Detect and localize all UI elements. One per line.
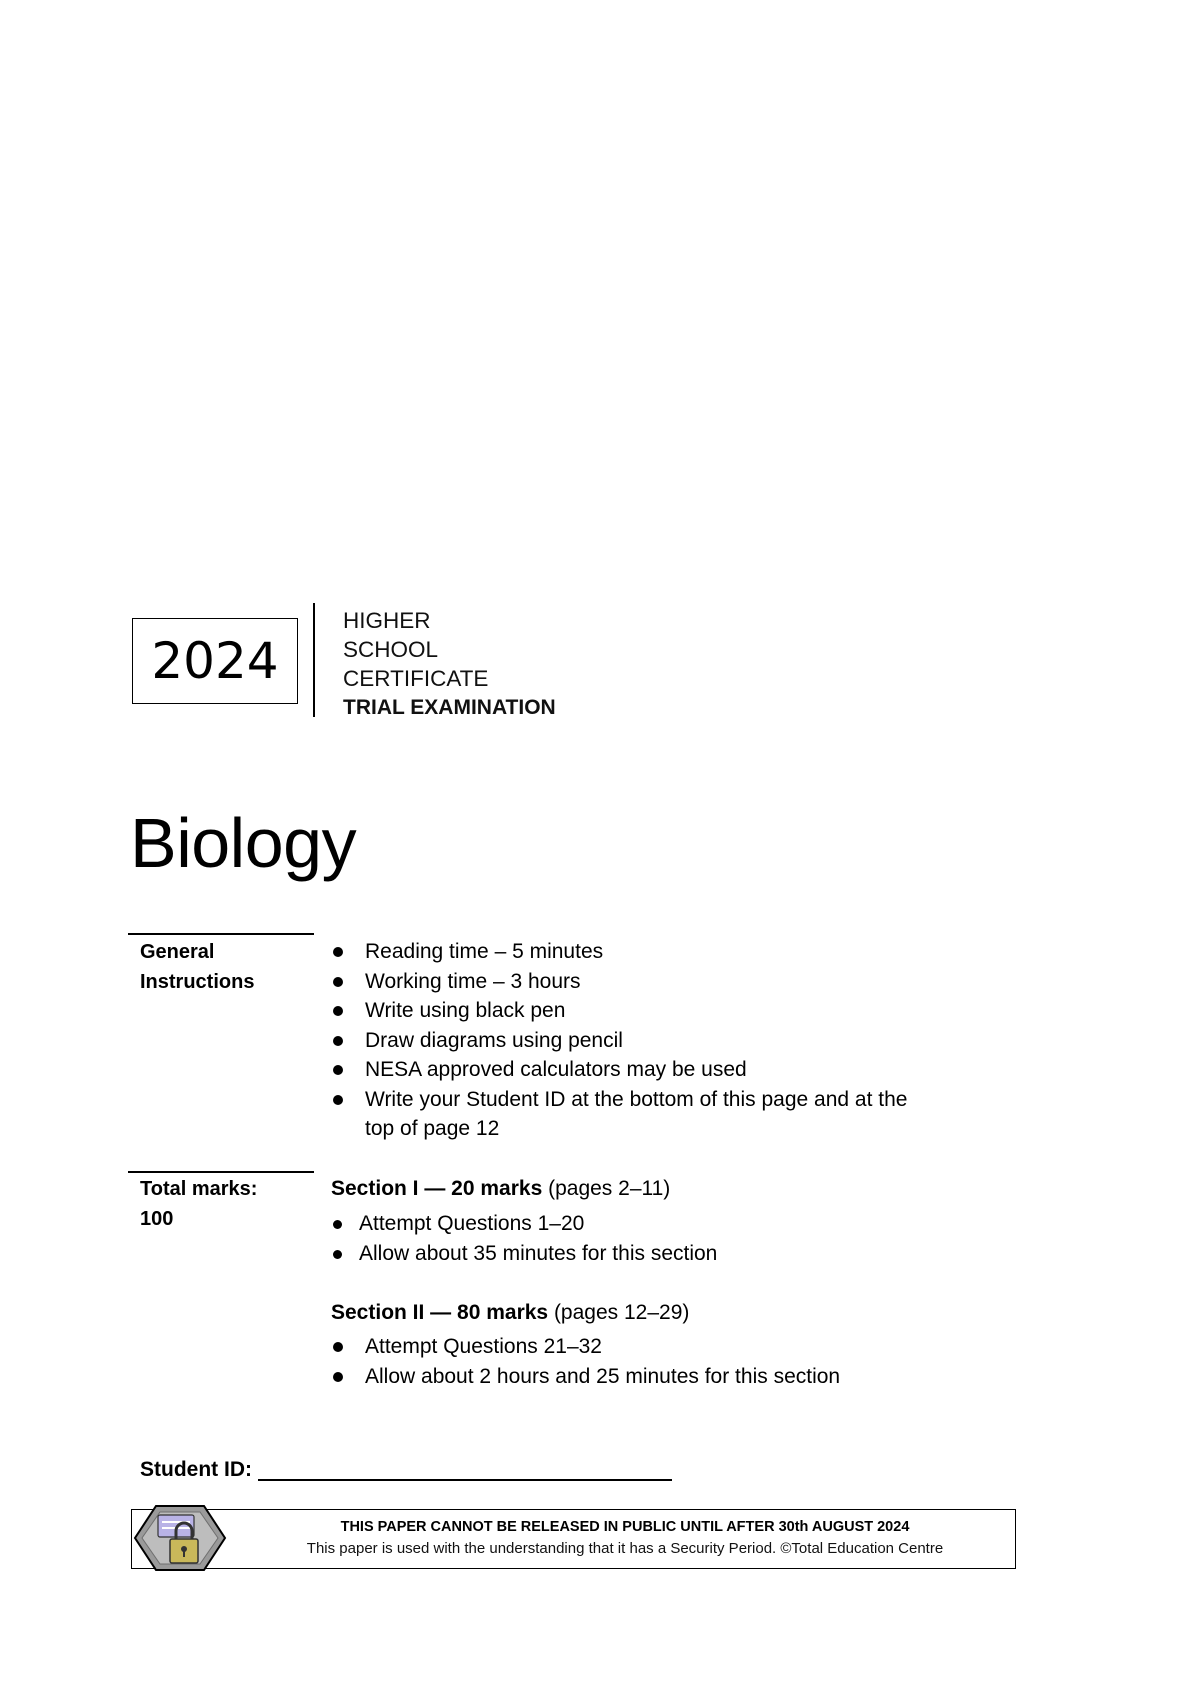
list-item bbox=[333, 967, 907, 997]
header-divider bbox=[313, 603, 315, 717]
list-item bbox=[333, 1055, 907, 1085]
subject-title: Biology bbox=[130, 804, 357, 882]
security-notice-title: THIS PAPER CANNOT BE RELEASED IN PUBLIC UNTIL AFTER 30th AUGUST 2024 bbox=[340, 1519, 910, 1535]
list-item-text: Draw diagrams using pencil bbox=[365, 1028, 623, 1052]
bullet-icon bbox=[333, 1220, 342, 1229]
section-1-heading bbox=[331, 1174, 670, 1204]
list-item-text-line-2: top of page 12 bbox=[365, 1117, 500, 1140]
list-item bbox=[333, 1085, 907, 1144]
bullet-icon bbox=[333, 1036, 343, 1046]
exam-type: TRIAL EXAMINATION bbox=[343, 696, 556, 719]
total-marks-label bbox=[140, 1174, 257, 1234]
bullet-icon bbox=[333, 1372, 343, 1382]
general-instructions-label bbox=[140, 937, 254, 997]
section-1-heading-pages: (pages 2–11) bbox=[542, 1177, 671, 1200]
general-instructions-label-line-1: General bbox=[140, 941, 215, 963]
section-2-heading-bold: Section II — 80 marks bbox=[331, 1301, 549, 1324]
student-id-input-line[interactable] bbox=[258, 1479, 672, 1481]
list-item bbox=[333, 1239, 717, 1269]
section-2-heading bbox=[331, 1298, 689, 1328]
list-item bbox=[333, 1332, 840, 1362]
certificate-title bbox=[343, 606, 556, 722]
exam-year: 2024 bbox=[151, 632, 279, 690]
bullet-icon bbox=[333, 947, 343, 957]
security-notice-note: This paper is used with the understanding that it has a Security Period. ©Total Education Centre bbox=[306, 1540, 944, 1557]
total-marks-value: 100 bbox=[140, 1208, 174, 1230]
list-item-text: Attempt Questions 1–20 bbox=[359, 1212, 585, 1235]
list-item-text: Write using black pen bbox=[365, 999, 566, 1022]
section-2-heading-pages: (pages 12–29) bbox=[548, 1301, 690, 1324]
padlock-hexagon-icon bbox=[132, 1503, 228, 1573]
list-item bbox=[333, 1362, 840, 1392]
list-item-text: Allow about 35 minutes for this section bbox=[359, 1241, 718, 1265]
list-item-text: Attempt Questions 21–32 bbox=[365, 1335, 602, 1358]
section-2-list bbox=[333, 1332, 840, 1391]
year-box bbox=[132, 618, 298, 704]
certificate-line-1: HIGHER bbox=[343, 608, 431, 633]
list-item-text: Reading time – 5 minutes bbox=[365, 940, 604, 963]
bullet-icon bbox=[333, 1250, 342, 1259]
general-instructions-rule bbox=[128, 933, 314, 935]
list-item-text: NESA approved calculators may be used bbox=[365, 1058, 747, 1081]
bullet-icon bbox=[333, 1342, 343, 1352]
section-1-heading-bold: Section I — 20 marks bbox=[331, 1177, 543, 1200]
list-item bbox=[333, 996, 907, 1026]
bullet-icon bbox=[333, 1006, 343, 1016]
certificate-line-3: CERTIFICATE bbox=[343, 666, 489, 691]
general-instructions-label-line-2: Instructions bbox=[140, 971, 255, 993]
bullet-icon bbox=[333, 1095, 343, 1105]
bullet-icon bbox=[333, 977, 343, 987]
certificate-line-2: SCHOOL bbox=[343, 637, 439, 662]
total-marks-label-line-1: Total marks: bbox=[140, 1178, 258, 1200]
total-marks-rule bbox=[128, 1171, 314, 1173]
bullet-icon bbox=[333, 1065, 343, 1075]
list-item bbox=[333, 1026, 907, 1056]
list-item-text: Allow about 2 hours and 25 minutes for this section bbox=[365, 1364, 841, 1388]
list-item-text-line-1: Write your Student ID at the bottom of this page and at the bbox=[365, 1087, 908, 1111]
list-item-text: Working time – 3 hours bbox=[365, 969, 581, 993]
list-item bbox=[333, 937, 907, 967]
section-1-list bbox=[333, 1209, 717, 1268]
general-instructions-list bbox=[333, 937, 907, 1144]
student-id-label: Student ID: bbox=[140, 1458, 252, 1481]
list-item bbox=[333, 1209, 717, 1239]
